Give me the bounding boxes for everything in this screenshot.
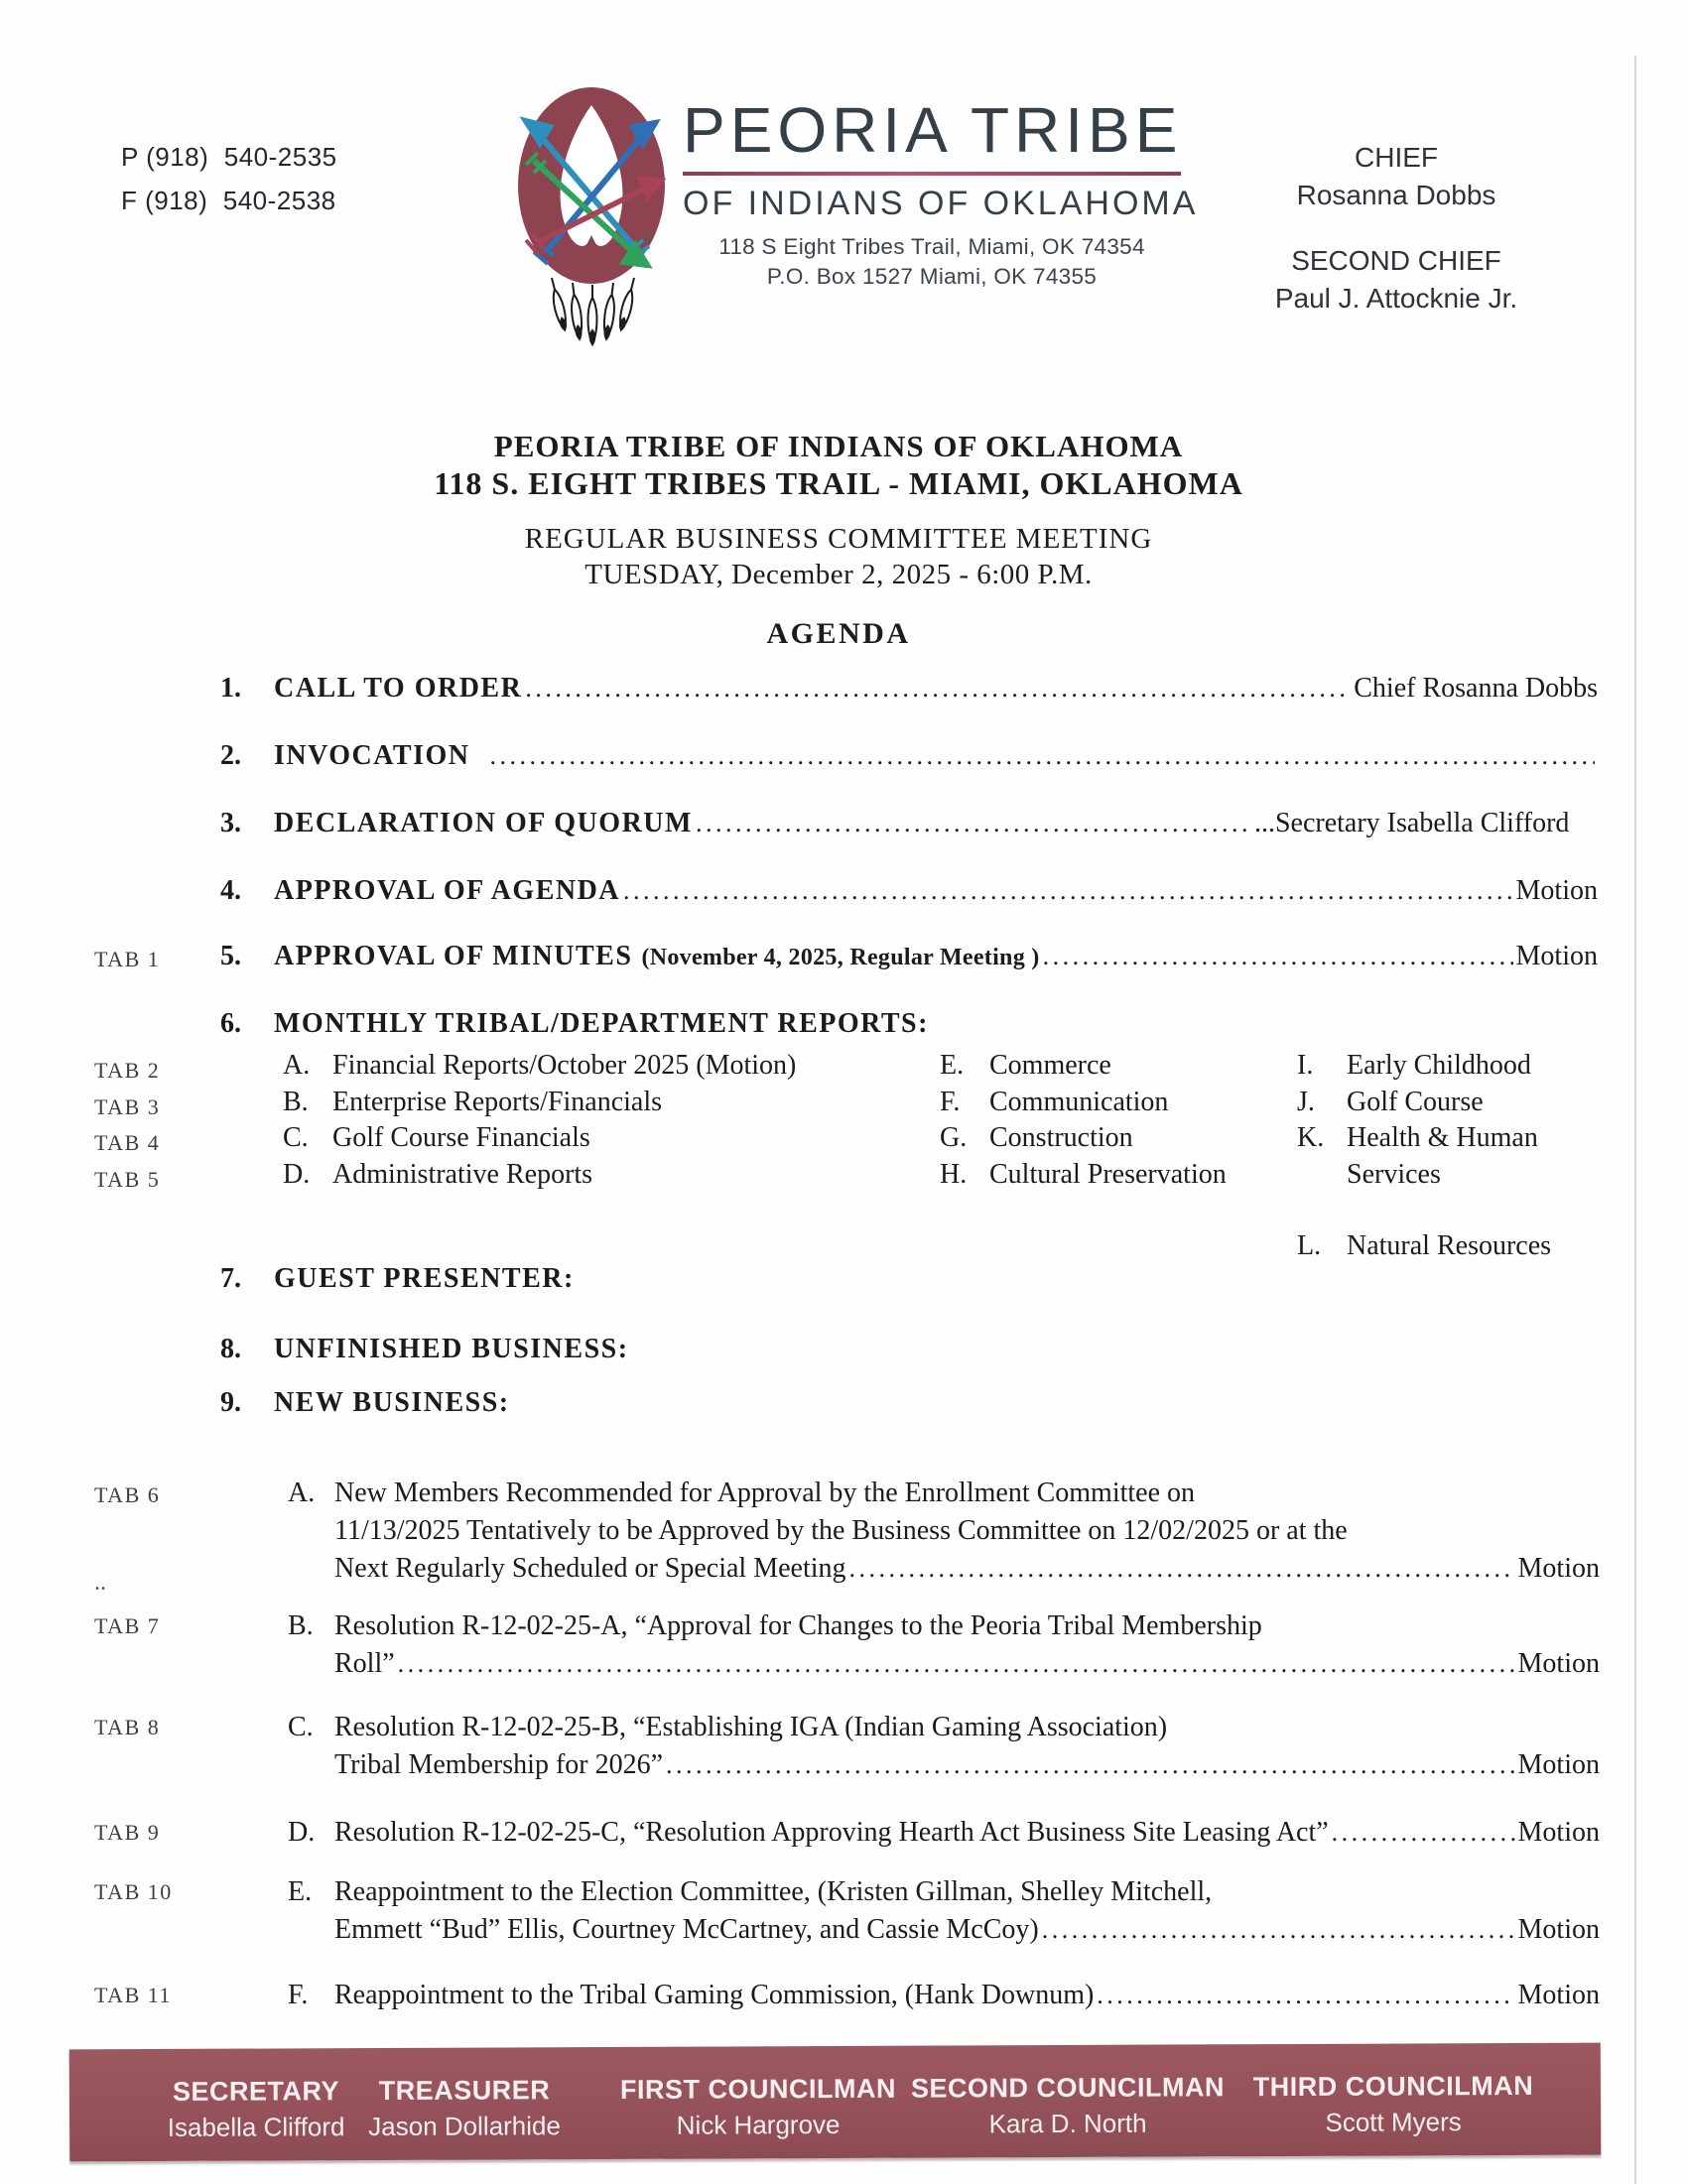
tab-label-1: TAB 1 <box>94 947 161 971</box>
tab-label-2: TAB 2 <box>94 1058 161 1083</box>
tab-label-5: TAB 5 <box>94 1167 161 1192</box>
nb-line: Reappointment to the Tribal Gaming Commission, (Hank Downum) <box>334 1980 1095 2010</box>
agenda-item-7 <box>220 1263 1598 1295</box>
dotted-leader <box>1043 941 1513 972</box>
new-business-item-B <box>288 1607 1600 1683</box>
nb-line: Next Regularly Scheduled or Special Meeting <box>334 1553 846 1584</box>
report-text: Natural Resources <box>1347 1230 1552 1261</box>
report-letter: F. <box>940 1086 961 1117</box>
dotted-leader <box>398 1645 1515 1683</box>
nb-letter: A. <box>288 1477 316 1508</box>
report-entry <box>283 1122 933 1159</box>
report-text: Golf Course Financials <box>332 1122 590 1153</box>
agenda-item-2 <box>220 740 1598 772</box>
tab-label-7: TAB 7 <box>94 1613 161 1638</box>
tab-label-11: TAB 11 <box>94 1983 172 2007</box>
officer-name: Nick Hargrove <box>676 2109 841 2140</box>
nb-letter: E. <box>288 1876 313 1907</box>
item-heading: GUEST PRESENTER: <box>274 1263 575 1294</box>
officer-name: Scott Myers <box>1325 2107 1462 2137</box>
meeting-type-line: REGULAR BUSINESS COMMITTEE MEETING <box>524 523 1153 555</box>
agenda-item-4 <box>220 875 1598 907</box>
item-right-text: ...Secretary Isabella Clifford <box>1253 808 1570 838</box>
nb-right-text: Motion <box>1517 1648 1600 1679</box>
tab-label-3: TAB 3 <box>94 1094 161 1119</box>
agenda-item-9 <box>220 1387 1598 1419</box>
phone-label: P (918) 540-2535 <box>121 142 337 172</box>
org-name-line: PEORIA TRIBE OF INDIANS OF OKLAHOMA <box>493 429 1184 463</box>
report-text: Early Childhood <box>1347 1050 1531 1081</box>
dotted-leader <box>490 740 1596 772</box>
report-entry <box>1297 1087 1605 1123</box>
agenda-item-8 <box>220 1334 1598 1365</box>
officer-title: FIRST COUNCILMAN <box>619 2073 896 2105</box>
nb-line: Resolution R-12-02-25-C, “Resolution Approving Hearth Act Business Site Leasing Act” <box>334 1817 1329 1848</box>
brand-name: PEORIA TRIBE <box>683 94 1183 166</box>
second-chief-name: Paul J. Attocknie Jr. <box>1274 283 1518 314</box>
reports-column-3 <box>1297 1050 1605 1267</box>
report-letter: G. <box>940 1122 968 1153</box>
nb-right-text: Motion <box>1517 1749 1600 1780</box>
new-business-item-F <box>288 1977 1600 2014</box>
officer-name: Isabella Clifford <box>167 2112 345 2142</box>
tribe-logo-icon <box>512 83 676 347</box>
report-entry <box>940 1087 1292 1123</box>
report-letter: A. <box>283 1050 311 1081</box>
dotted-leader <box>696 808 1251 839</box>
reports-column-2 <box>940 1050 1292 1195</box>
nb-line: Tribal Membership for 2026” <box>334 1749 664 1780</box>
brand-address-line1: 118 S Eight Tribes Trail, Miami, OK 74354 <box>718 234 1145 260</box>
brand-address-line2: P.O. Box 1527 Miami, OK 74355 <box>766 264 1098 290</box>
agenda-item-6 <box>220 1008 1598 1040</box>
item-heading: NEW BUSINESS: <box>274 1387 510 1418</box>
item-heading: APPROVAL OF MINUTES <box>274 941 633 971</box>
item-right-text: Motion <box>1515 875 1598 906</box>
reports-column-1 <box>283 1050 933 1195</box>
dotted-leader <box>1332 1814 1515 1852</box>
item-heading: CALL TO ORDER <box>274 673 523 704</box>
officer-title: SECOND COUNCILMAN <box>910 2072 1226 2104</box>
agenda-item-5 <box>220 941 1598 972</box>
report-text: Administrative Reports <box>332 1158 593 1190</box>
item-number: 5. <box>220 941 241 971</box>
report-letter: D. <box>283 1158 311 1190</box>
report-letter: L. <box>1297 1230 1322 1261</box>
report-text: Services <box>1347 1158 1441 1190</box>
nb-line: 11/13/2025 Tentatively to be Approved by the Business Committee on 12/02/2025 or at the <box>334 1515 1348 1546</box>
report-entry <box>283 1087 933 1123</box>
nb-line: Resolution R-12-02-25-A, “Approval for Changes to the Peoria Tribal Membership <box>334 1610 1262 1641</box>
report-text: Enterprise Reports/Financials <box>332 1086 663 1117</box>
item-number: 6. <box>220 1008 241 1039</box>
report-letter: K. <box>1297 1122 1325 1153</box>
dotted-leader <box>525 673 1351 705</box>
item-heading: MONTHLY TRIBAL/DEPARTMENT REPORTS: <box>274 1008 929 1039</box>
org-address-line: 118 S. EIGHT TRIBES TRAIL - MIAMI, OKLAHOMA <box>434 465 1243 501</box>
report-entry <box>283 1159 933 1196</box>
brand-block <box>683 94 1199 292</box>
dotted-leader <box>666 1746 1514 1784</box>
tab-label-6: TAB 6 <box>94 1482 161 1507</box>
contact-phone-block <box>121 135 337 222</box>
officials-block <box>1238 139 1554 318</box>
new-business-item-D <box>288 1814 1600 1852</box>
report-text: Golf Course <box>1347 1086 1484 1117</box>
new-business-item-A <box>288 1475 1600 1588</box>
nb-letter: C. <box>288 1712 314 1742</box>
item-right-text: Motion <box>1515 941 1598 971</box>
officer-name: Kara D. North <box>988 2108 1147 2139</box>
footer-officers-band <box>69 2043 1601 2162</box>
stray-dots-mark: .. <box>94 1570 106 1596</box>
report-entry <box>1297 1050 1605 1087</box>
report-text: Construction <box>989 1122 1133 1153</box>
officer-title: TREASURER <box>378 2075 551 2107</box>
report-letter: I. <box>1297 1050 1314 1081</box>
feather-icons <box>548 277 639 344</box>
officer-name: Jason Dollarhide <box>368 2111 561 2142</box>
report-letter: C. <box>283 1122 309 1153</box>
report-letter: H. <box>940 1158 968 1190</box>
brand-divider <box>683 172 1181 176</box>
item-number: 8. <box>220 1334 241 1364</box>
officer-column-treasurer <box>296 2075 633 2142</box>
report-text: Commerce <box>989 1050 1111 1081</box>
nb-line: Roll” <box>334 1648 395 1679</box>
registered-trademark-mark: ® <box>643 230 653 245</box>
brand-subtitle: OF INDIANS OF OKLAHOMA <box>683 185 1199 223</box>
officer-column-second-councilman <box>899 2072 1236 2139</box>
item-heading: INVOCATION <box>274 740 470 771</box>
report-entry <box>1297 1230 1605 1267</box>
agenda-heading: AGENDA <box>766 617 911 650</box>
report-entry <box>1297 1122 1605 1159</box>
officer-title: SECRETARY <box>172 2076 340 2107</box>
chief-name: Rosanna Dobbs <box>1296 180 1496 210</box>
item-heading: DECLARATION OF QUORUM <box>274 808 693 838</box>
nb-line: New Members Recommended for Approval by the Enrollment Committee on <box>334 1477 1196 1508</box>
report-entry <box>940 1050 1292 1087</box>
tab-label-8: TAB 8 <box>94 1715 161 1739</box>
report-text: Cultural Preservation <box>989 1158 1227 1190</box>
report-text: Communication <box>989 1086 1169 1117</box>
officer-column-first-councilman <box>589 2074 927 2141</box>
dotted-leader <box>1042 1911 1515 1949</box>
nb-line: Resolution R-12-02-25-B, “Establishing IGA (Indian Gaming Association) <box>334 1712 1168 1742</box>
officer-title: THIRD COUNCILMAN <box>1252 2070 1534 2103</box>
report-text: Health & Human <box>1347 1122 1538 1153</box>
agenda-item-1 <box>220 673 1598 705</box>
report-entry <box>940 1122 1292 1159</box>
nb-right-text: Motion <box>1517 1553 1600 1584</box>
dotted-leader <box>1097 1977 1514 2014</box>
item-number: 3. <box>220 808 241 838</box>
fax-label: F (918) 540-2538 <box>121 186 336 215</box>
nb-right-text: Motion <box>1517 1980 1600 2010</box>
item-heading: APPROVAL OF AGENDA <box>274 875 621 906</box>
report-entry <box>940 1159 1292 1196</box>
title-block <box>0 428 1677 651</box>
nb-letter: F. <box>288 1980 309 2010</box>
tab-label-9: TAB 9 <box>94 1820 161 1845</box>
meeting-datetime-line: TUESDAY, December 2, 2025 - 6:00 P.M. <box>584 559 1093 590</box>
agenda-item-3 <box>220 808 1598 839</box>
scan-artifact-line <box>1634 56 1636 2184</box>
item-number: 2. <box>220 740 241 771</box>
nb-right-text: Motion <box>1517 1817 1600 1848</box>
report-letter: E. <box>940 1050 965 1081</box>
nb-line: Emmett “Bud” Ellis, Courtney McCartney, and Cassie McCoy) <box>334 1914 1039 1945</box>
item-heading: UNFINISHED BUSINESS: <box>274 1334 629 1364</box>
dotted-leader <box>623 875 1513 907</box>
nb-line: Reappointment to the Election Committee, (Kristen Gillman, Shelley Mitchell, <box>334 1876 1213 1907</box>
new-business-item-E <box>288 1873 1600 1949</box>
officer-column-third-councilman <box>1225 2071 1562 2138</box>
new-business-item-C <box>288 1709 1600 1784</box>
department-reports-list <box>283 1050 1605 1278</box>
report-text: Financial Reports/October 2025 (Motion) <box>332 1050 797 1081</box>
second-chief-title: SECOND CHIEF <box>1291 245 1501 276</box>
item-heading-note: (November 4, 2025, Regular Meeting ) <box>641 945 1040 970</box>
tribe-seal-graphic <box>512 83 676 347</box>
report-letter: B. <box>283 1086 309 1117</box>
tab-label-4: TAB 4 <box>94 1130 161 1155</box>
dotted-leader <box>849 1550 1515 1588</box>
tab-label-10: TAB 10 <box>94 1879 173 1904</box>
item-right-text: Chief Rosanna Dobbs <box>1354 673 1598 704</box>
chief-title: CHIEF <box>1355 142 1438 173</box>
item-number: 7. <box>220 1263 241 1294</box>
nb-letter: B. <box>288 1610 314 1641</box>
report-entry <box>283 1050 933 1087</box>
item-number: 1. <box>220 673 241 704</box>
nb-right-text: Motion <box>1517 1914 1600 1945</box>
nb-letter: D. <box>288 1817 316 1848</box>
report-entry <box>1297 1159 1605 1196</box>
report-letter: J. <box>1297 1086 1315 1117</box>
item-number: 9. <box>220 1387 241 1418</box>
item-number: 4. <box>220 875 241 906</box>
